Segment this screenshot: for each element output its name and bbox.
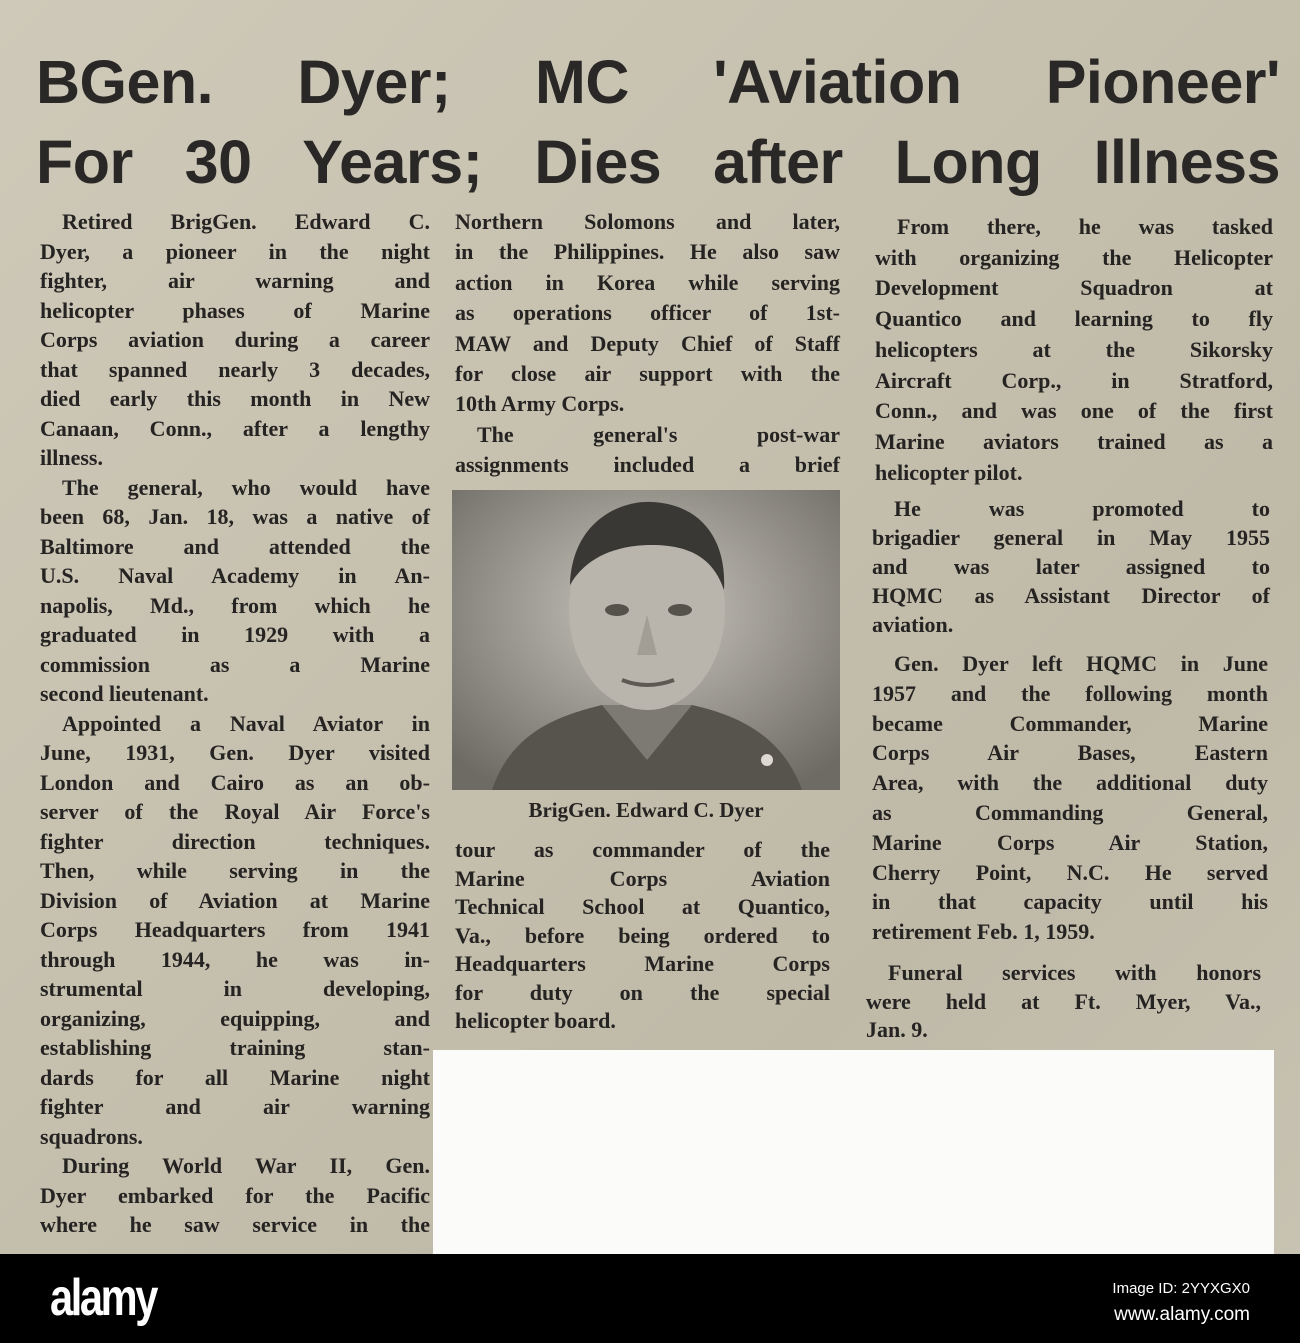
text-line: died early this month in New (40, 386, 430, 411)
text-line: London and Cairo as an ob- (40, 769, 430, 795)
text-line: helicopter board. (455, 1008, 616, 1033)
text-line: as operations officer of 1st- (455, 300, 840, 326)
text-line: assignments included a brief (455, 452, 840, 478)
text-line: in the Philippines. He also saw (455, 239, 840, 265)
text-line: Marine Corps Aviation (455, 865, 830, 891)
text-line: tour as commander of the (455, 837, 830, 862)
column-3-text-1 (875, 212, 1273, 488)
text-line: organizing, equipping, and (40, 1005, 430, 1031)
column-1-text (40, 207, 430, 1240)
text-line: graduated in 1929 with a (40, 622, 430, 647)
text-line: action in Korea while serving (455, 269, 840, 295)
text-line: From there, he was tasked (897, 214, 1273, 239)
text-line: been 68, Jan. 18, was a native of (40, 504, 430, 529)
text-line: Marine Corps Air Station, (872, 829, 1268, 855)
text-line: Area, with the additional duty (872, 770, 1268, 796)
photo-caption: BrigGen. Edward C. Dyer (528, 798, 764, 822)
text-line: Cherry Point, N.C. He served (872, 859, 1268, 885)
text-line: Jan. 9. (866, 1017, 928, 1042)
watermark-bar (0, 1254, 1300, 1343)
text-line: for duty on the special (455, 979, 830, 1005)
text-line: During World War II, Gen. (62, 1153, 430, 1178)
image-id-label: Image ID: 2YYXGX0 (1112, 1280, 1250, 1297)
portrait-photo (452, 490, 840, 790)
text-line: 10th Army Corps. (455, 391, 625, 417)
text-line: Gen. Dyer left HQMC in June (894, 651, 1268, 676)
text-line: helicopter pilot. (875, 459, 1023, 485)
text-line: Quantico and learning to fly (875, 306, 1273, 332)
text-line: HQMC as Assistant Director of (872, 583, 1270, 608)
text-line: with organizing the Helicopter (875, 244, 1273, 270)
headline-line-2: For 30 Years; Dies after Long Illness (36, 128, 1280, 196)
text-line: Conn., and was one of the first (875, 398, 1273, 424)
text-line: Appointed a Naval Aviator in (62, 710, 430, 736)
text-line: Marine aviators trained as a (875, 428, 1273, 454)
text-line: Division of Aviation at Marine (40, 887, 430, 913)
column-3-text-2 (872, 494, 1270, 639)
headline-line-1: BGen. Dyer; MC 'Aviation Pioneer' (36, 48, 1280, 116)
text-line: Dyer, a pioneer in the night (40, 238, 430, 264)
portrait-image (452, 490, 840, 790)
text-line: through 1944, he was in- (40, 946, 430, 972)
text-line: Baltimore and attended the (40, 533, 430, 559)
text-line: in that capacity until his (872, 889, 1268, 915)
text-line: Aircraft Corp., in Stratford, (875, 367, 1273, 393)
text-line: Headquarters Marine Corps (455, 951, 830, 976)
text-line: June, 1931, Gen. Dyer visited (40, 740, 430, 765)
blank-cutout (433, 1050, 1274, 1254)
text-line: The general, who would have (62, 474, 430, 500)
text-line: Northern Solomons and later, (455, 209, 840, 234)
text-line: Corps Air Bases, Eastern (872, 740, 1268, 766)
text-line: that spanned nearly 3 decades, (40, 356, 430, 382)
website-label: www.alamy.com (1114, 1304, 1250, 1325)
text-line: dards for all Marine night (40, 1064, 430, 1090)
text-line: illness. (40, 445, 103, 470)
text-line: fighter and air warning (40, 1094, 430, 1119)
text-line: U.S. Naval Academy in An- (40, 563, 430, 588)
text-line: helicopters at the Sikorsky (875, 336, 1273, 362)
text-line: squadrons. (40, 1123, 143, 1149)
text-line: napolis, Md., from which he (40, 592, 430, 618)
text-line: for close air support with the (455, 361, 840, 387)
text-line: Retired BrigGen. Edward C. (62, 209, 430, 234)
text-line: brigadier general in May 1955 (872, 525, 1270, 550)
text-line: Development Squadron at (875, 275, 1273, 301)
text-line: where he saw service in the (40, 1212, 430, 1237)
column-2-text-top (455, 207, 840, 481)
alamy-logo: alamy (50, 1269, 156, 1327)
text-line: aviation. (872, 612, 954, 637)
text-line: fighter, air warning and (40, 268, 430, 293)
column-3-text-3 (872, 649, 1268, 947)
text-line: strumental in developing, (40, 976, 430, 1001)
text-line: Dyer embarked for the Pacific (40, 1182, 430, 1208)
text-line: Canaan, Conn., after a lengthy (40, 415, 430, 441)
text-line: Corps aviation during a career (40, 327, 430, 352)
text-line: 1957 and the following month (872, 680, 1268, 706)
text-line: and was later assigned to (872, 554, 1270, 579)
text-line: Technical School at Quantico, (455, 894, 830, 919)
column-3-text-4 (866, 959, 1261, 1045)
text-line: The general's post-war (477, 421, 840, 447)
text-line: establishing training stan- (40, 1035, 430, 1060)
text-line: fighter direction techniques. (40, 828, 430, 854)
text-line: Va., before being ordered to (455, 922, 830, 948)
text-line: He was promoted to (894, 496, 1270, 521)
text-line: second lieutenant. (40, 681, 209, 706)
text-line: Corps Headquarters from 1941 (40, 917, 430, 942)
text-line: Funeral services with honors (888, 960, 1261, 985)
text-line: helicopter phases of Marine (40, 297, 430, 323)
text-line: server of the Royal Air Force's (40, 799, 430, 824)
text-line: were held at Ft. Myer, Va., (866, 988, 1261, 1014)
text-line: became Commander, Marine (872, 710, 1268, 736)
text-line: MAW and Deputy Chief of Staff (455, 330, 840, 356)
text-line: as Commanding General, (872, 799, 1268, 825)
text-line: commission as a Marine (40, 651, 430, 677)
column-2-text-bottom (455, 836, 830, 1036)
text-line: Then, while serving in the (40, 858, 430, 883)
text-line: retirement Feb. 1, 1959. (872, 919, 1095, 945)
